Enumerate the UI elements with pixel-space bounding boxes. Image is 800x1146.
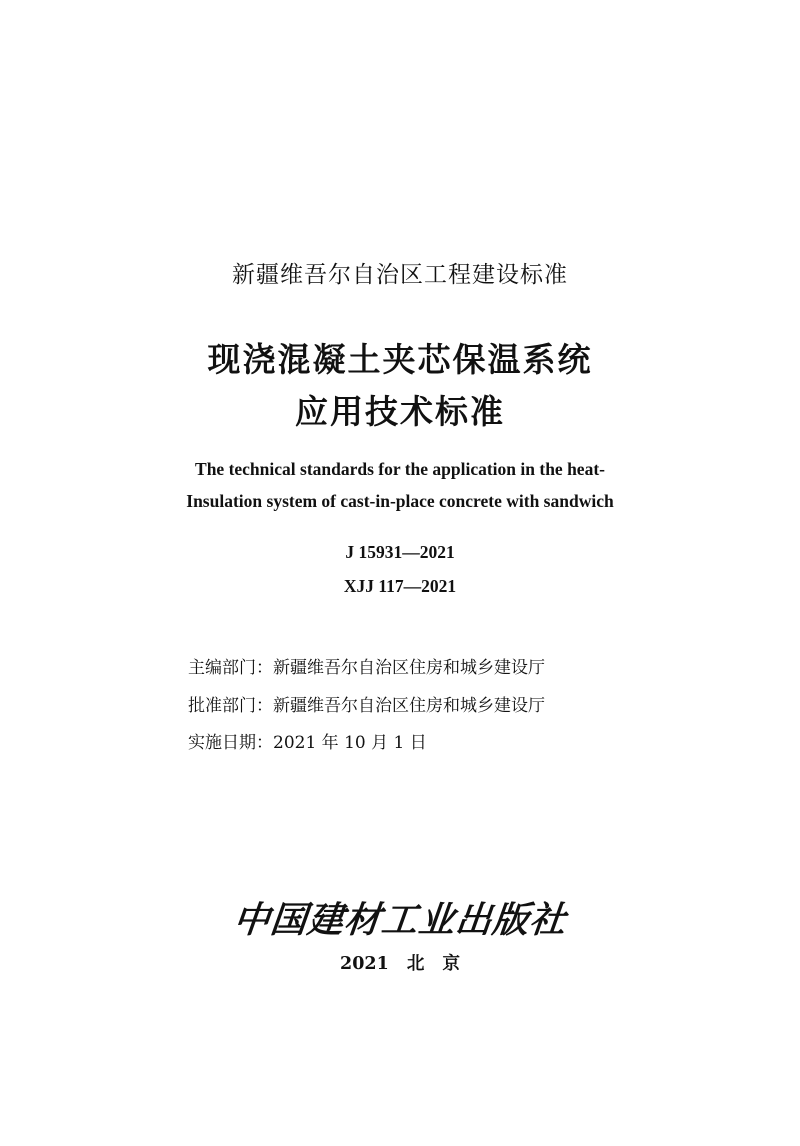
- national-code: J 15931—2021: [345, 542, 455, 562]
- series-title: 新疆维吾尔自治区工程建设标准: [232, 262, 568, 288]
- english-title-line-2: Insulation system of cast-in-place concrete with sandwich: [186, 491, 614, 511]
- document-title-line-2: 应用技术标准: [295, 392, 505, 431]
- publisher-logo: 中国建材工业出版社: [231, 899, 569, 941]
- imprint-year-place: 2021 北 京: [340, 954, 460, 974]
- english-title-line-1: The technical standards for the application in the heat-: [195, 459, 605, 479]
- approval-department: 批准部门：新疆维吾尔自治区住房和城乡建设厅: [188, 696, 545, 716]
- effective-date: 实施日期：2021 年 10 月 1 日: [188, 733, 427, 753]
- local-code: XJJ 117—2021: [343, 576, 457, 596]
- document-title-line-1: 现浇混凝土夹芯保温系统: [207, 340, 593, 379]
- editor-department: 主编部门：新疆维吾尔自治区住房和城乡建设厅: [188, 658, 545, 678]
